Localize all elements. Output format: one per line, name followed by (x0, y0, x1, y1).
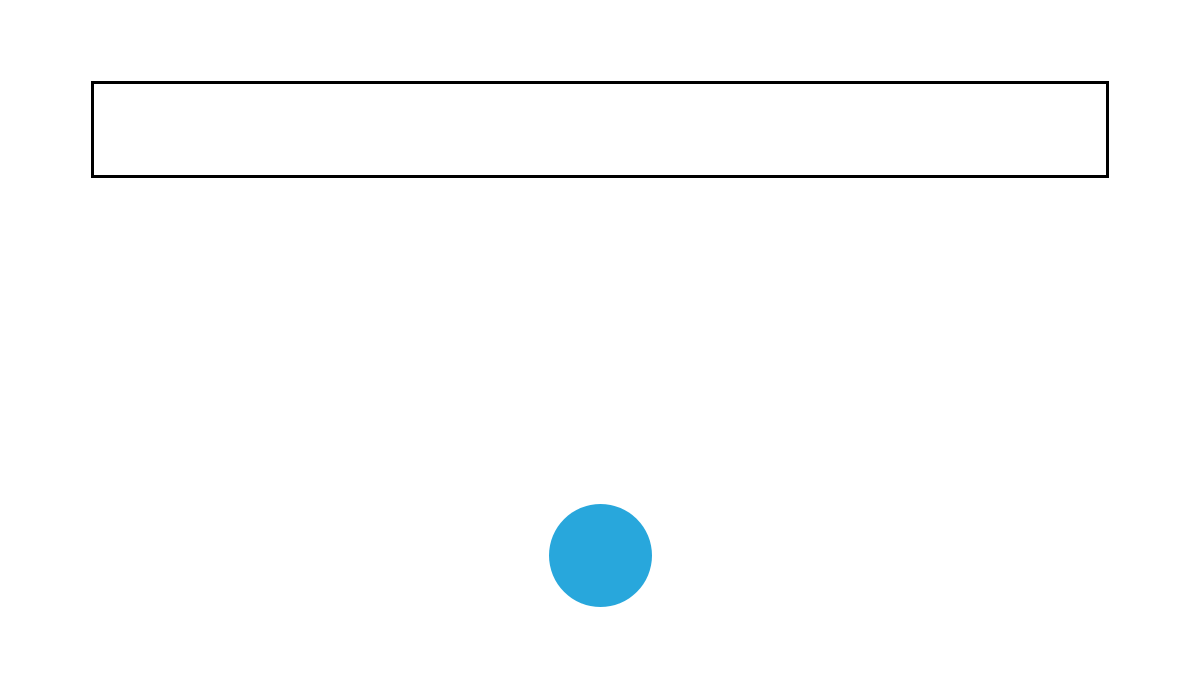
application-status-box (91, 81, 1109, 178)
intl-students-aus-logo (549, 504, 652, 607)
